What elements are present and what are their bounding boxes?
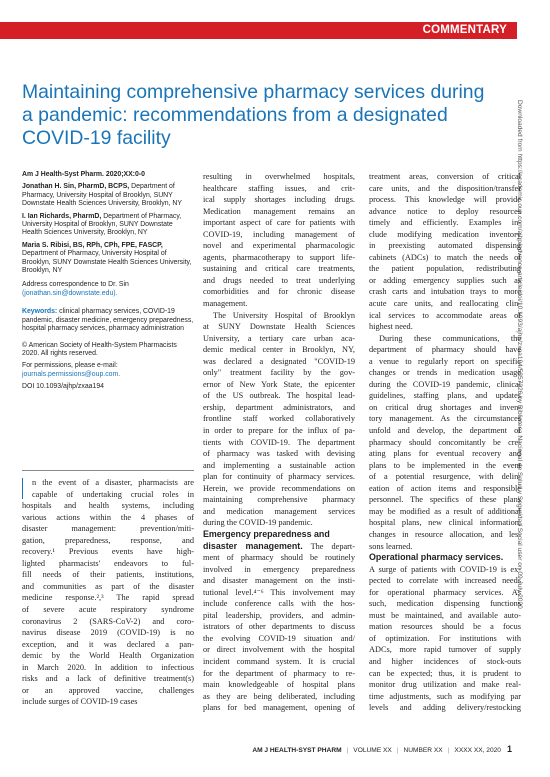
text-line: during the COVID-19 pandemic, clinical	[369, 379, 521, 389]
text-line: for operational pharmacy services. As	[369, 587, 521, 597]
text-line: care units, and the disposition/transfer	[369, 183, 521, 193]
text-line: capable of undertaking crucial roles in	[32, 489, 194, 499]
text-line: University, a tertiary care urban aca-	[203, 333, 355, 343]
title-line: Maintaining comprehensive pharmacy services during	[22, 81, 485, 103]
text-line: acute care units, and reallocating clin-	[369, 299, 521, 309]
page-footer	[252, 744, 512, 754]
section-heading: Operational pharmacy services.	[369, 552, 504, 563]
author-entry	[22, 242, 194, 276]
body-column-1	[22, 477, 194, 708]
text-line: or direct involvement with the hospital	[203, 645, 355, 655]
text-line: management.	[203, 299, 248, 309]
section-heading: Emergency preparedness and	[203, 528, 330, 539]
text-line: hospital plans, new clinical information,	[369, 518, 521, 528]
copyright-notice: © American Society of Health-System Pharmacists 2020. All rights reserved.	[22, 341, 177, 357]
text-line: various actions within the 4 phases of	[22, 512, 194, 522]
text-line: Herein, we provide recommendations on	[203, 483, 355, 493]
text-line: guidelines, staffing plans, and updates	[369, 391, 521, 401]
text-line: advance notice to deploy resources	[369, 206, 521, 216]
body-column-2	[203, 171, 355, 714]
text-line: in March 2020. In addition to infectious	[22, 662, 194, 672]
section-banner	[0, 22, 517, 39]
text-line: mation resources should be a focus	[369, 622, 521, 632]
text-line: The depart-	[310, 541, 356, 551]
text-line: treatment areas, conversion of critical	[369, 172, 521, 181]
title-line: a pandemic: recommendations from a designated	[22, 104, 448, 126]
text-line: During these communications, the	[379, 333, 521, 343]
text-line: ical services to accommodate areas of	[369, 310, 521, 320]
author-affiliation: Department of Pharmacy, University Hospital of Brooklyn, SUNY Downstate Health Sciences University, Brooklyn, NY	[22, 183, 182, 208]
text-line: demic medical center in Brooklyn, NY,	[203, 345, 355, 355]
text-line: healthcare staffing issues, and crit-	[203, 183, 355, 193]
doi: DOI 10.1093/ajhp/zxaa194	[22, 383, 104, 391]
text-line: highest need.	[369, 322, 413, 332]
keywords-list: clinical pharmacy services, COVID-19 pandemic, disaster medicine, emergency preparedness, hospital pharmacy services, pharmacy administration	[22, 308, 194, 333]
text-line: ical supply shortages including drugs.	[203, 195, 355, 205]
text-line: resulting in overwhelmed hospitals,	[203, 172, 355, 181]
text-line: A surge of patients with COVID-19 is ex-	[369, 564, 521, 574]
text-line: only" treatment facility by the gov-	[203, 368, 355, 378]
correspondence-text: Address correspondence to Dr. Sin	[22, 281, 129, 289]
text-line: crash carts and intubation trays to more	[369, 287, 521, 297]
text-line: timely and efficiently. Examples in-	[369, 218, 521, 228]
text-line: was declared a designated "COVID-19	[203, 356, 355, 366]
text-line: sons learned.	[369, 541, 413, 551]
text-line: of the US outbreak. The hospital lead-	[203, 391, 355, 401]
text-line: istrators of other departments to discuss	[203, 622, 355, 632]
text-line: coronavirus 2 (SARS-CoV-2) and coro-	[22, 616, 194, 626]
drop-cap-rule	[22, 478, 30, 499]
text-line: of pharmacy was tasked with devising	[203, 449, 355, 459]
article-title	[22, 81, 492, 150]
correspondence	[22, 281, 194, 298]
keywords-label: Keywords:	[22, 308, 58, 316]
text-line: tutional level.⁴⁻⁶ This involvement may	[203, 587, 355, 597]
text-line: pital leadership, providers, and admin-	[203, 610, 355, 620]
text-line: of optimization. For institutions with	[369, 633, 521, 643]
text-line: The University Hospital of Brooklyn	[213, 310, 355, 320]
text-line: include conference calls with the hos-	[203, 599, 355, 609]
text-line: pected to correlate with increased needs	[369, 576, 521, 586]
text-line: department of pharmacy should have	[369, 345, 521, 355]
text-line: monitor drug utilization and make real-	[369, 680, 521, 690]
text-line: for the department of pharmacy to re-	[203, 668, 355, 678]
text-line: demic by the World Health Organization	[22, 651, 194, 661]
text-line: plans for bed management, opening of	[203, 703, 355, 713]
text-line: maintaining comprehensive pharmacy	[203, 495, 355, 505]
journal-citation: Am J Health-Syst Pharm. 2020;XX:0-0	[22, 171, 145, 178]
permissions-text: For permissions, please e-mail:	[22, 362, 118, 370]
text-line: of severe acute respiratory syndrome	[22, 605, 194, 615]
text-line: unfold and develop, the department of	[369, 426, 521, 436]
text-line: the patient population, redistributing	[369, 264, 521, 274]
text-line: on critical drug shortages and inven-	[369, 402, 521, 412]
text-line: fill needs of their patients, institutions,	[22, 570, 194, 580]
text-line: ADCs, more rapid turnover of supply	[369, 645, 521, 655]
correspondence-email[interactable]: (jonathan.sin@downstate.edu).	[22, 289, 118, 297]
text-line: frontline staff worked collaboratively	[203, 414, 355, 424]
text-line: recovery.¹ Previous events have high-	[22, 547, 194, 557]
footer-volume: VOLUME XX	[353, 747, 392, 754]
text-line: of a potential resurgence, with delin-	[369, 472, 521, 482]
footer-number: NUMBER XX	[403, 747, 443, 754]
author-name: Jonathan H. Sin, PharmD, BCPS,	[22, 183, 130, 191]
text-line: involved in emergency preparedness	[203, 564, 355, 574]
text-line: process. This knowledge will provide	[369, 195, 521, 205]
article-metadata	[22, 171, 194, 396]
text-line: during the COVID-19 pandemic.	[203, 518, 313, 528]
footer-separator: |	[346, 747, 349, 754]
text-line: as they are being deliberated, including	[203, 691, 355, 701]
text-line: changes or trends in medication usage	[369, 368, 521, 378]
text-line: plan for continuity of pharmacy services.	[203, 472, 355, 482]
text-line: time adjustments, such as modifying par	[369, 691, 521, 701]
text-line: in preexisting automated dispensing	[369, 241, 521, 251]
author-entry	[22, 213, 194, 238]
title-line: COVID-19 facility	[22, 127, 171, 149]
text-line: sustaining and critical care treatments,	[203, 264, 355, 274]
text-line: ership, department administrators, and	[203, 402, 355, 412]
text-line: medicine response.²,³ The rapid spread	[22, 593, 194, 603]
footer-journal: AM J HEALTH-SYST PHARM	[252, 747, 342, 754]
text-line: ment of pharmacy should be routinely	[203, 553, 355, 563]
text-line: and drugs needed to treat underlying	[203, 275, 355, 285]
author-entry	[22, 183, 194, 208]
text-line: the evolving COVID-19 situation and/	[203, 633, 355, 643]
author-name: Maria S. Ribisi, BS, RPh, CPh, FPE, FASCP,	[22, 241, 163, 249]
text-line: tients with COVID-19. The department	[203, 437, 355, 447]
text-line: may be modified as a result of additional	[369, 506, 521, 516]
text-line: important aspect of care for patients with	[203, 218, 355, 228]
text-line: main knowledgeable of hospital plans	[203, 680, 355, 690]
text-line: COVID-19, including management of	[203, 229, 355, 239]
text-line: risks and a lack of definitive treatment(s)	[22, 674, 194, 684]
text-line: gation, preparedness, response, and	[22, 535, 194, 545]
text-line: must be maintained, and available auto-	[369, 610, 521, 620]
author-affiliation: Department of Pharmacy, University Hospital of Brooklyn, SUNY Downstate Health Sciences University, Brooklyn, NY	[22, 212, 182, 237]
author-affiliation: Department of Pharmacy, University Hospital of Brooklyn, SUNY Downstate Health Sciences University, Brooklyn, NY	[22, 250, 192, 275]
text-line: personnel. The specifics of these plans	[369, 495, 521, 505]
text-line: ernor of New York State, the epicenter	[203, 379, 355, 389]
text-line: and higher incidences of stock-outs	[369, 656, 521, 666]
text-line: changes in resource allocation, and les-	[369, 529, 521, 539]
text-line	[203, 541, 355, 553]
text-line: Medication management remains an	[203, 206, 355, 216]
text-line: exception, and it was declared a pan-	[22, 639, 194, 649]
text-line: and medication management services	[203, 506, 355, 516]
text-line: levels and adding delivery/restocking	[369, 703, 521, 713]
permissions-email[interactable]: journals.permissions@oup.com.	[22, 370, 121, 378]
text-line: or an approved vaccine, challenges	[22, 685, 194, 695]
text-line: comorbidities and for chronic disease	[203, 287, 355, 297]
body-column-3	[369, 171, 521, 714]
text-line: novel and experimental pharmacologic	[203, 241, 355, 251]
text-line: at SUNY Downstate Health Sciences	[203, 322, 355, 332]
text-line: incident command system. It is crucial	[203, 656, 355, 666]
text-line: cabinets (ADCs) to match the needs of	[369, 252, 521, 262]
footer-separator: |	[447, 747, 450, 754]
text-line: and communities as part of the disaster	[22, 581, 194, 591]
text-line: eation of action items and responsible	[369, 483, 521, 493]
author-name: I. Ian Richards, PharmD,	[22, 212, 102, 220]
footer-date: XXXX XX, 2020	[454, 747, 501, 754]
text-line: plans to be implemented in the event	[369, 460, 521, 470]
text-line: disaster management: prevention/miti-	[22, 524, 194, 534]
footer-separator: |	[396, 747, 399, 754]
text-line: pharmacy should concomitantly be cre-	[369, 437, 521, 447]
text-line: can be expected; thus, it is prudent to	[369, 668, 521, 678]
text-line: lighted pharmacists' endeavors to ful-	[22, 558, 194, 568]
text-line: and implementing a sustainable action	[203, 460, 355, 470]
text-line: agents, pharmacotherapy to support life-	[203, 252, 355, 262]
text-line: hospitals and health systems, including	[22, 501, 194, 511]
text-line: n the event of a disaster, pharmacists are	[32, 478, 194, 487]
download-watermark: Downloaded from https://academic.oup.com/ajhp/advance-article/doi/10.1093/ajhp/zxaa194/5857226 by Biblioteca Nacional de Salud y Seguridad Social user on 09 July 2020	[516, 100, 523, 609]
text-line: in order to prepare for the influx of pa-	[203, 426, 355, 436]
text-line: or adding emergency supplies such as	[369, 275, 521, 285]
page-number: 1	[506, 744, 512, 754]
text-line: such, medication dispensing functions	[369, 599, 521, 609]
permissions-notice	[22, 362, 194, 379]
text-line: ating plans for eventual recovery and	[369, 449, 521, 459]
text-line: tory management. As the circumstances	[369, 414, 521, 424]
text-line: and disaster management on the insti-	[203, 576, 355, 586]
text-line: a venue to regularly report on specific	[369, 356, 521, 366]
section-heading: disaster management.	[203, 540, 303, 551]
divider	[22, 470, 194, 471]
text-line: include surges of COVID-19 cases	[22, 697, 138, 707]
keywords	[22, 308, 194, 333]
section-label: COMMENTARY	[422, 24, 507, 36]
text-line: clude modifying medication inventory	[369, 229, 521, 239]
text-line: navirus disease 2019 (COVID-19) is no	[22, 628, 194, 638]
